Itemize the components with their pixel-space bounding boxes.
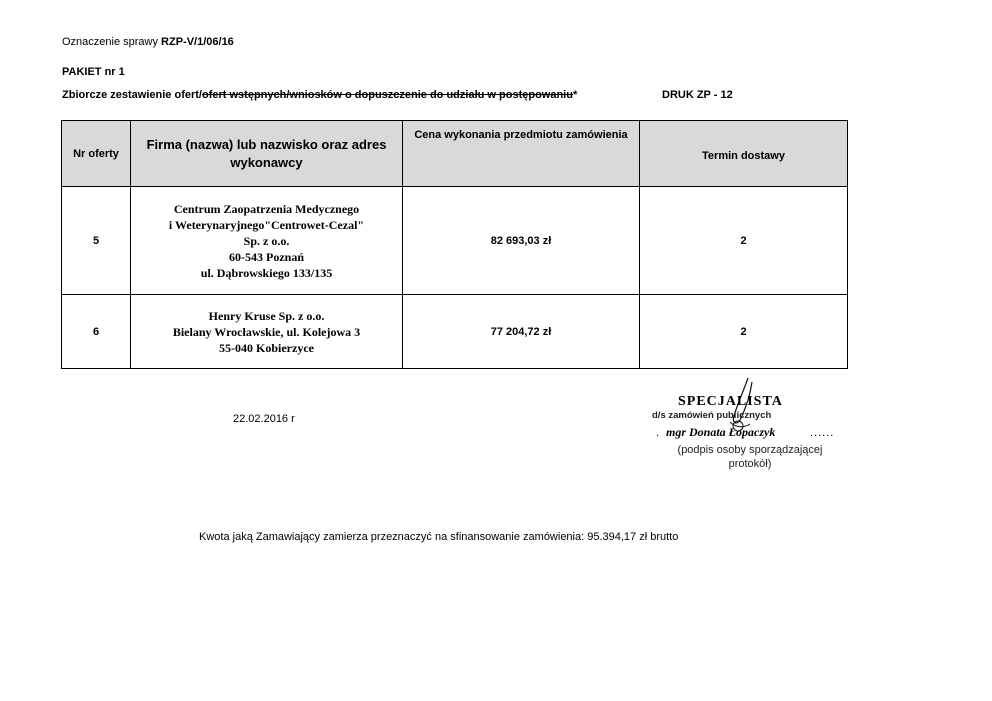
delivery-term-cell: 2	[640, 187, 848, 295]
official-stamp	[640, 376, 850, 476]
header-price: Cena wykonania przedmiotu zamówienia	[403, 121, 640, 187]
signature-caption	[660, 443, 840, 471]
delivery-term-cell: 2	[640, 295, 848, 369]
caption-line: protokół)	[728, 458, 772, 470]
offers-table	[61, 120, 848, 369]
stamp-name: mgr Donata Łopaczyk	[666, 425, 776, 439]
firm-line: Sp. z o.o.	[243, 233, 290, 248]
price-cell: 82 693,03 zł	[403, 187, 640, 295]
heading-plain: Zbiorcze zestawienie ofert/	[62, 89, 202, 101]
firm-cell	[131, 187, 403, 295]
firm-line: ul. Dąbrowskiego 133/135	[200, 265, 333, 280]
budget-note: Kwota jaką Zamawiający zamierza przeznaczyć na sfinansowanie zamówienia: 95.394,17 zł brutto	[199, 531, 679, 543]
package-label: PAKIET nr 1	[62, 66, 125, 78]
table-row	[62, 295, 848, 369]
case-reference	[62, 36, 234, 48]
signature-dots: ......	[810, 427, 835, 439]
firm-line: 60-543 Poznań	[229, 249, 304, 264]
price-cell: 77 204,72 zł	[403, 295, 640, 369]
case-label: Oznaczenie sprawy	[62, 36, 162, 48]
firm-line: Centrum Zaopatrzenia Medycznego	[173, 201, 360, 216]
offer-number-cell: 6	[62, 295, 131, 369]
document-date: 22.02.2016 r	[233, 413, 295, 425]
table-row	[62, 187, 848, 295]
heading-struck: ofert wstępnych/wniosków o dopuszczenie do udziału w postępowaniu	[201, 89, 573, 101]
offer-number-cell: 5	[62, 187, 131, 295]
firm-line: Bielany Wrocławskie, ul. Kolejowa 3	[172, 324, 361, 339]
stamp-subtitle: d/s zamówień publicznych	[652, 410, 772, 421]
header-delivery-term: Termin dostawy	[640, 121, 848, 187]
table-header-row	[62, 121, 848, 187]
firm-line: Henry Kruse Sp. z o.o.	[208, 308, 325, 323]
document-heading	[62, 89, 577, 101]
stamp-title: SPECJALISTA	[678, 394, 783, 409]
caption-line: (podpis osoby sporządzającej	[677, 444, 823, 456]
form-code: DRUK ZP - 12	[662, 89, 733, 101]
firm-line: i Weterynaryjnego"Centrowet-Cezal"	[168, 217, 365, 232]
header-firm: Firma (nazwa) lub nazwisko oraz adres wykonawcy	[131, 121, 403, 187]
firm-line: 55-040 Kobierzyce	[219, 340, 314, 355]
header-offer-number: Nr oferty	[62, 121, 131, 187]
firm-cell	[131, 295, 403, 369]
heading-asterisk: *	[572, 89, 578, 101]
signature-dot: .	[656, 427, 660, 439]
case-number: RZP-V/1/06/16	[161, 36, 234, 48]
